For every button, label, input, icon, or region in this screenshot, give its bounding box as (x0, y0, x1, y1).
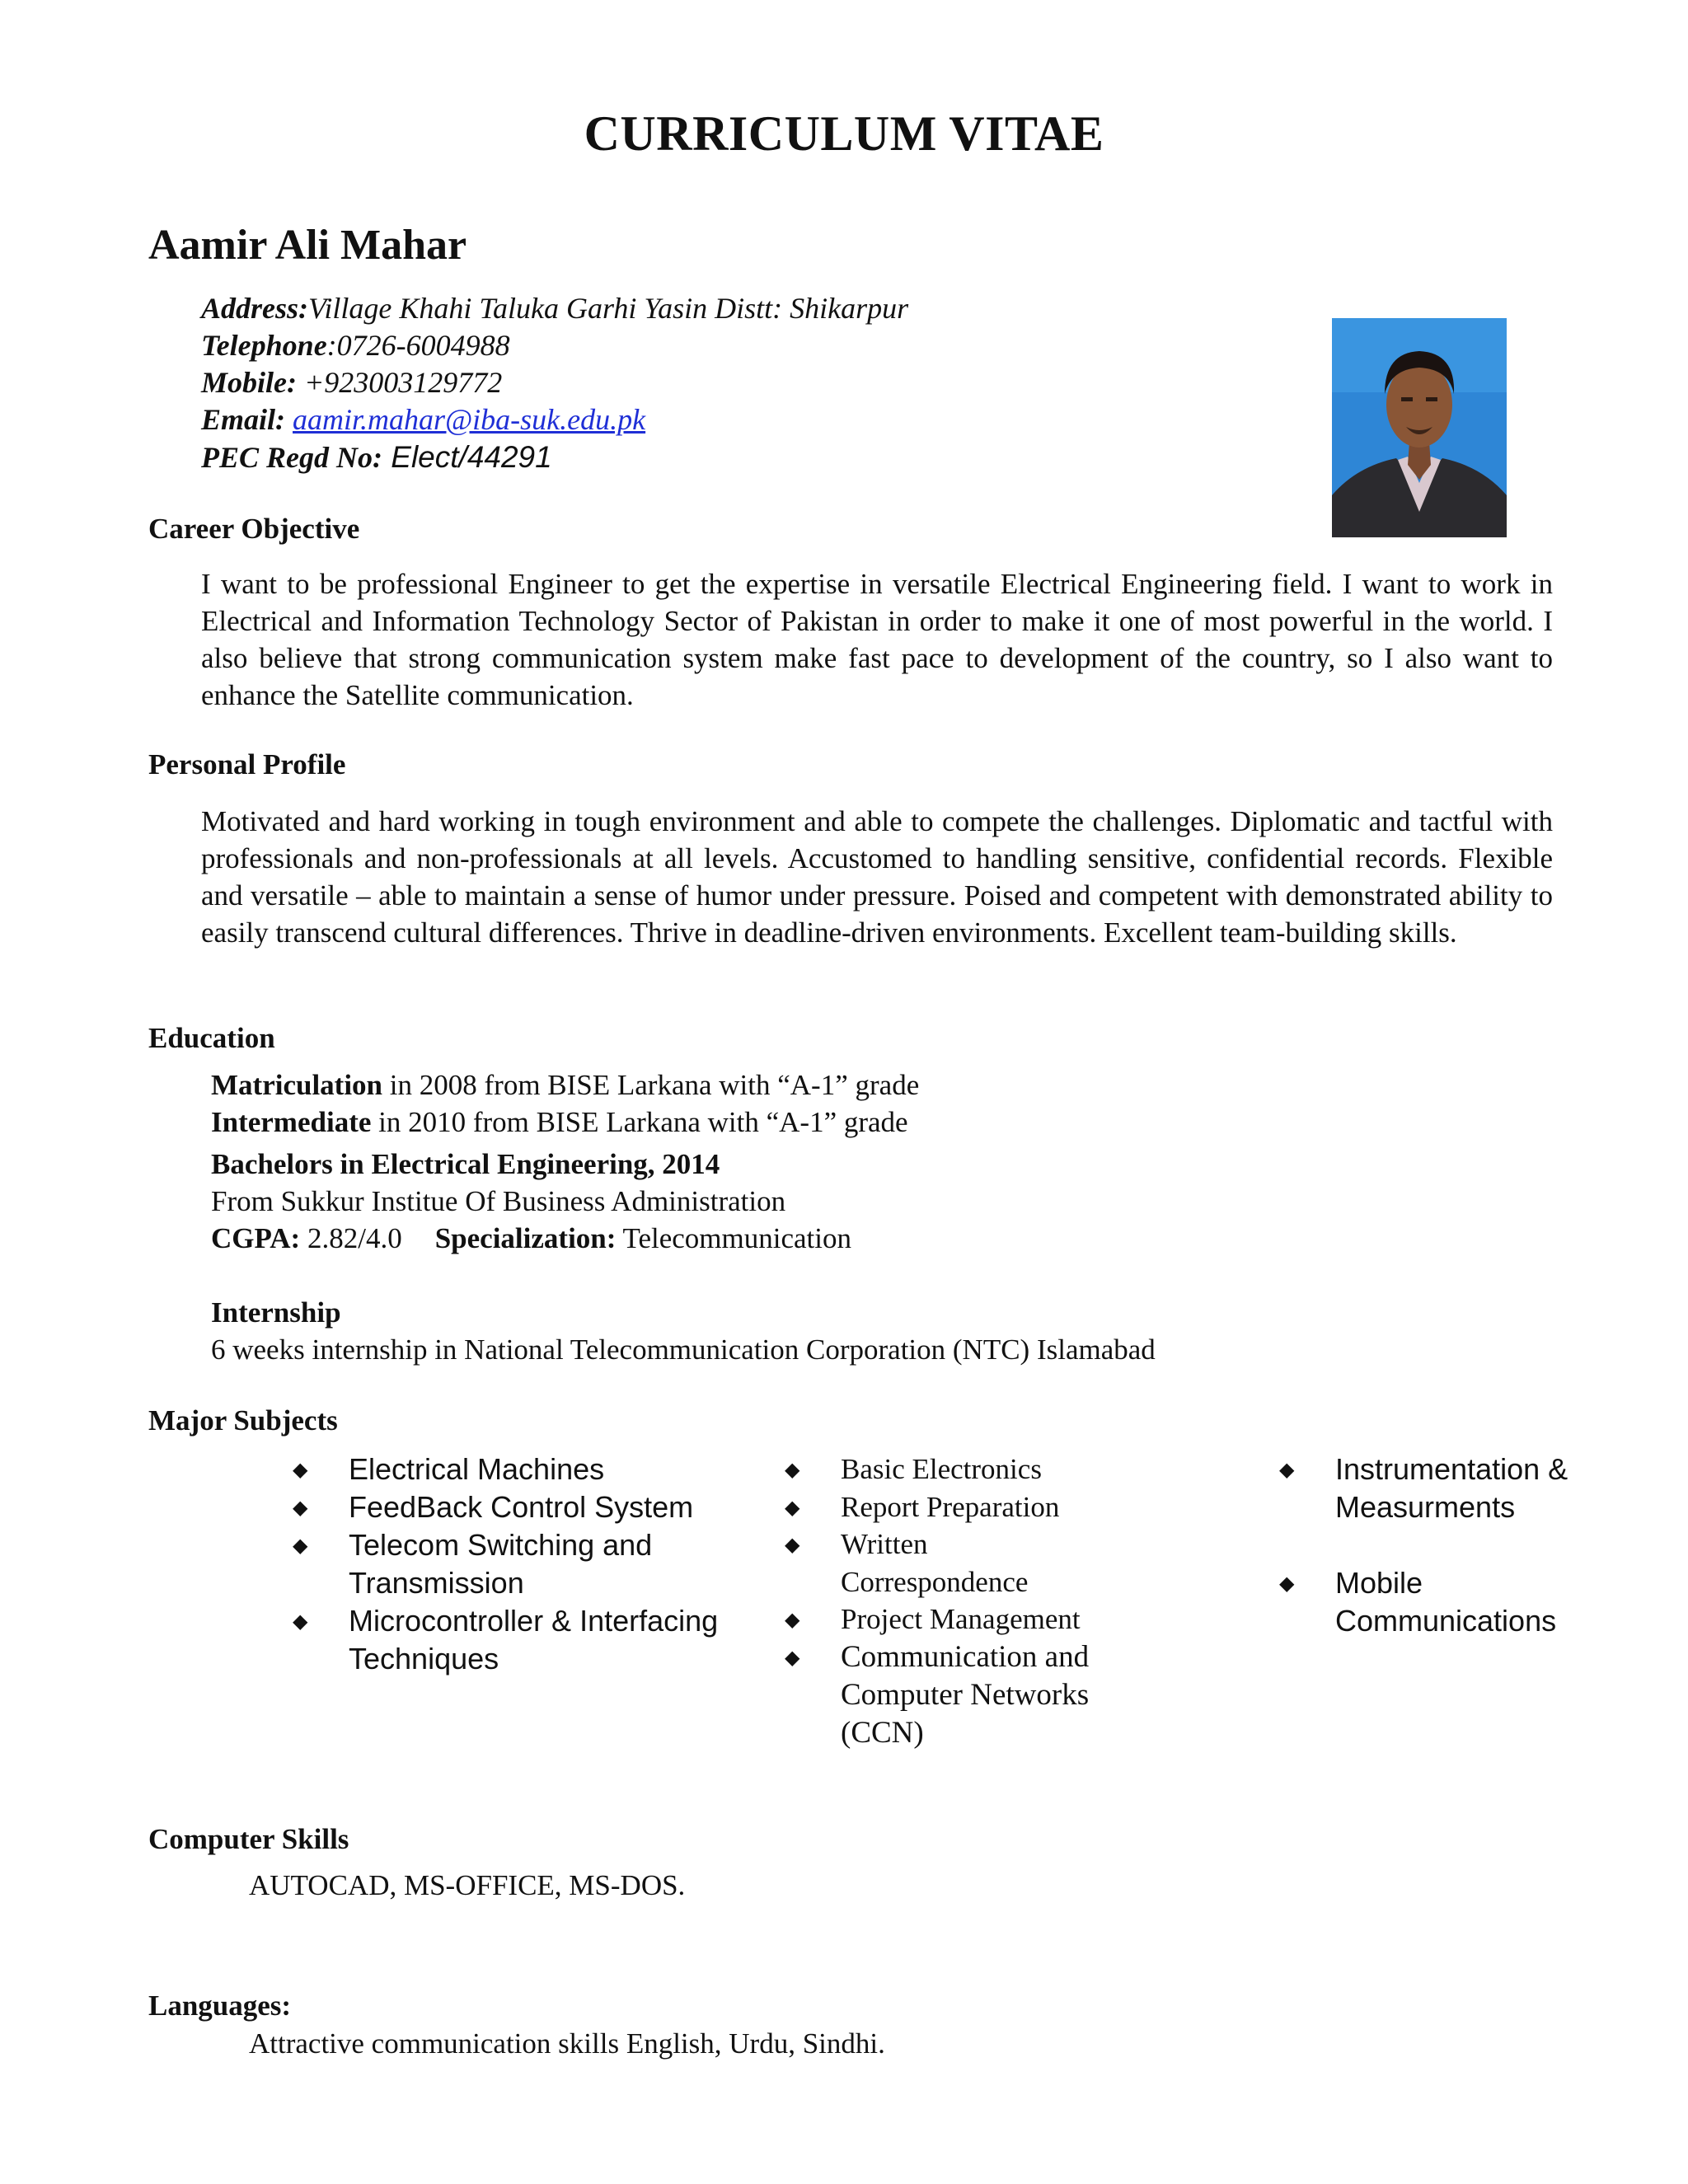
subject-label: FeedBack Control System (349, 1490, 694, 1524)
specialization-label: Specialization: (434, 1222, 617, 1254)
list-item (293, 1526, 721, 1602)
subjects-column-3 (1279, 1451, 1576, 1640)
subjects-column-1 (293, 1451, 721, 1678)
computer-skills-text: AUTOCAD, MS-OFFICE, MS-DOS. (249, 1869, 686, 1901)
list-item (785, 1601, 1164, 1638)
subject-label: Communication and Computer Networks (CCN) (841, 1639, 1090, 1750)
contact-block (201, 290, 908, 476)
matriculation-line (211, 1066, 1156, 1104)
mobile-value: +923003129772 (296, 366, 503, 399)
telephone-label: Telephone (201, 329, 327, 362)
personal-profile-text: Motivated and hard working in tough environment and able to compete the challenges. Diplomatic and tactful with professionals and non-professionals at all levels. Accustomed to handling sensitive, confidential records. Flexible and versatile – able to maintain a sense of humor under pressure. Poised and competent with demonstrated ability to easily transcend cultural differences. Thrive in deadline-driven environments. Excellent team-building skills. (201, 805, 1553, 949)
matriculation-label: Matriculation (211, 1069, 383, 1101)
email-line (201, 401, 908, 438)
education-heading: Education (148, 1022, 275, 1054)
diamond-bullet-icon: ◆ (785, 1608, 800, 1631)
address-value: Village Khahi Taluka Garhi Yasin Distt: Shikarpur (308, 292, 909, 325)
education-block (211, 1066, 1156, 1368)
subject-label: Project Management (841, 1603, 1081, 1635)
diamond-bullet-icon: ◆ (293, 1534, 308, 1557)
major-subjects-heading: Major Subjects (148, 1404, 338, 1436)
specialization-value: Telecommunication (616, 1222, 851, 1254)
pec-line (201, 438, 908, 476)
list-item (785, 1451, 1164, 1488)
telephone-line (201, 327, 908, 364)
matriculation-text: in 2008 from BISE Larkana with “A-1” grade (382, 1069, 920, 1101)
list-item (293, 1488, 721, 1526)
diamond-bullet-icon: ◆ (785, 1458, 800, 1481)
diamond-bullet-icon: ◆ (1279, 1572, 1295, 1595)
email-link[interactable]: aamir.mahar@iba-suk.edu.pk (293, 403, 646, 436)
pec-value: Elect/44291 (382, 440, 552, 474)
bachelors-title: Bachelors in Electrical Engineering, 2014 (211, 1148, 720, 1180)
diamond-bullet-icon: ◆ (785, 1495, 800, 1519)
profile-photo (1332, 318, 1507, 537)
intermediate-line (211, 1104, 1156, 1141)
internship-label: Internship (211, 1296, 341, 1329)
address-line (201, 290, 908, 327)
cgpa-label: CGPA: (211, 1222, 301, 1254)
cgpa-value: 2.82/4.0 (300, 1222, 402, 1254)
subject-label: Basic Electronics (841, 1453, 1042, 1485)
candidate-name: Aamir Ali Mahar (148, 222, 467, 269)
subject-label: Electrical Machines (349, 1452, 605, 1486)
intermediate-label: Intermediate (211, 1106, 372, 1138)
email-label: Email: (201, 403, 286, 436)
diamond-bullet-icon: ◆ (785, 1645, 800, 1669)
cgpa-line (211, 1220, 1156, 1257)
list-item (293, 1602, 721, 1678)
list-item (1279, 1451, 1576, 1526)
institute-line: From Sukkur Institue Of Business Administration (211, 1185, 786, 1217)
subjects-column-2 (785, 1451, 1164, 1752)
mobile-line (201, 364, 908, 401)
internship-text: 6 weeks internship in National Telecommunication Corporation (NTC) Islamabad (211, 1333, 1156, 1366)
subject-label: Written Correspondence (841, 1528, 1029, 1598)
mobile-label: Mobile: (201, 366, 297, 399)
list-item (1279, 1564, 1576, 1640)
intermediate-text: in 2010 from BISE Larkana with “A-1” grade (371, 1106, 908, 1138)
subject-label: Instrumentation & Measurments (1335, 1452, 1568, 1524)
subject-label: Microcontroller & Interfacing Techniques (349, 1604, 719, 1675)
list-item (293, 1451, 721, 1488)
languages-text: Attractive communication skills English, Urdu, Sindhi. (249, 2027, 885, 2060)
career-objective-heading: Career Objective (148, 513, 360, 545)
list-item (785, 1638, 1164, 1752)
diamond-bullet-icon: ◆ (785, 1533, 800, 1556)
subject-label: Telecom Switching and Transmission (349, 1528, 653, 1600)
computer-skills-heading: Computer Skills (148, 1823, 349, 1855)
page-title: CURRICULUM VITAE (584, 106, 1104, 161)
diamond-bullet-icon: ◆ (1279, 1458, 1295, 1481)
diamond-bullet-icon: ◆ (293, 1496, 308, 1519)
pec-label: PEC Regd No: (201, 441, 382, 474)
personal-profile-heading: Personal Profile (148, 748, 346, 780)
career-objective-text: I want to be professional Engineer to get the expertise in versatile Electrical Engineering field. I want to work in Electrical and Information Technology Sector of Pakistan in order to make it one of most powerful in the world. I also believe that strong communication system make fast pace to development of the country, so I also want to enhance the Satellite communication. (201, 568, 1553, 711)
bachelors-line (211, 1146, 1156, 1183)
subject-label: Report Preparation (841, 1490, 1060, 1523)
diamond-bullet-icon: ◆ (293, 1458, 308, 1481)
internship-heading-line (211, 1294, 1156, 1331)
list-item (785, 1488, 1164, 1526)
diamond-bullet-icon: ◆ (293, 1610, 308, 1633)
address-label: Address: (201, 292, 309, 325)
telephone-value: :0726-6004988 (326, 329, 510, 362)
subject-label: Mobile Communications (1335, 1566, 1557, 1638)
languages-heading: Languages: (148, 1990, 292, 2022)
list-item (785, 1526, 1164, 1601)
